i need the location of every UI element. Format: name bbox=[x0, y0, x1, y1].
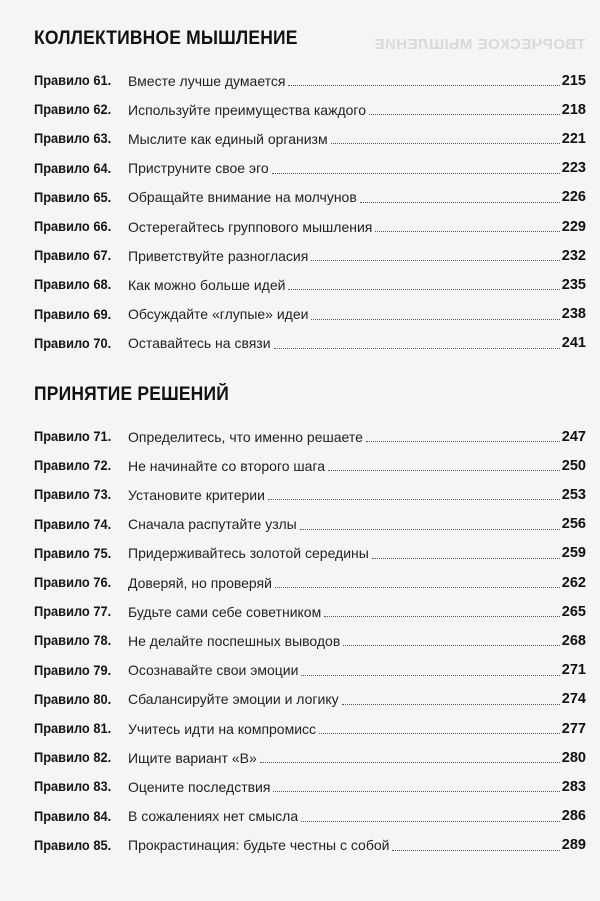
toc-entry bbox=[34, 95, 586, 124]
dot-leader bbox=[328, 470, 560, 471]
dot-leader bbox=[301, 675, 559, 676]
toc-entry bbox=[34, 597, 586, 626]
page-number: 289 bbox=[561, 837, 586, 854]
rule-title: Ищите вариант «В» bbox=[128, 749, 257, 766]
rule-title: Вместе лучше думается bbox=[128, 72, 286, 89]
rule-title: В сожалениях нет смысла bbox=[128, 808, 299, 825]
section-title: ПРИНЯТИЕ РЕШЕНИЙ bbox=[34, 384, 229, 405]
rule-number: Правило 78. bbox=[34, 633, 112, 649]
page-number: 215 bbox=[561, 72, 586, 89]
rule-title: Не делайте поспешных выводов bbox=[128, 632, 341, 649]
dot-leader bbox=[260, 762, 560, 763]
rule-title: Мыслите как единый организм bbox=[128, 130, 328, 147]
toc-list bbox=[34, 52, 586, 358]
rule-title: Придерживайтесь золотой середины bbox=[128, 545, 369, 562]
rule-number: Правило 71. bbox=[34, 429, 112, 444]
dot-leader bbox=[300, 529, 560, 530]
toc-entry bbox=[34, 66, 586, 95]
page-number: 280 bbox=[561, 749, 586, 766]
toc-entry bbox=[34, 154, 586, 183]
rule-title: Остерегайтесь группового мышления bbox=[128, 218, 373, 235]
rule-number: Правило 85. bbox=[34, 837, 112, 853]
rule-title: Доверяй, но проверяй bbox=[128, 574, 272, 591]
rule-number: Правило 83. bbox=[34, 779, 112, 795]
rule-number: Правило 61. bbox=[34, 73, 112, 88]
rule-title: Как можно больше идей bbox=[128, 276, 286, 293]
dot-leader bbox=[311, 319, 559, 320]
toc-entry bbox=[34, 212, 586, 241]
rule-number: Правило 82. bbox=[34, 750, 112, 766]
page-number: 232 bbox=[561, 247, 586, 264]
page-number: 262 bbox=[561, 574, 586, 591]
toc-entry bbox=[34, 539, 586, 568]
page-number: 247 bbox=[561, 428, 586, 445]
rule-number: Правило 73. bbox=[34, 487, 112, 503]
rule-number: Правило 72. bbox=[34, 458, 112, 474]
toc-entry bbox=[34, 270, 586, 299]
page-number: 277 bbox=[561, 720, 586, 737]
rule-number: Правило 65. bbox=[34, 189, 112, 205]
page-number: 259 bbox=[561, 545, 586, 562]
rule-number: Правило 66. bbox=[34, 219, 112, 234]
rule-title: Осознавайте свои эмоции bbox=[128, 662, 299, 679]
toc-entry bbox=[34, 714, 586, 743]
rule-number: Правило 80. bbox=[34, 691, 112, 707]
page-number: 229 bbox=[561, 218, 586, 235]
page-number: 241 bbox=[561, 335, 586, 352]
dot-leader bbox=[324, 616, 560, 617]
dot-leader bbox=[375, 231, 559, 232]
rule-title: Прокрастинация: будьте честны с собой bbox=[128, 837, 390, 854]
rule-title: Установите критерии bbox=[128, 486, 265, 503]
dot-leader bbox=[268, 499, 560, 500]
rule-number: Правило 76. bbox=[34, 575, 112, 590]
rule-number: Правило 75. bbox=[34, 545, 112, 561]
toc-entry bbox=[34, 685, 586, 714]
page-number: 271 bbox=[561, 662, 586, 679]
rule-number: Правило 64. bbox=[34, 160, 112, 176]
rule-number: Правило 79. bbox=[34, 662, 112, 678]
rule-title: Сбалансируйте эмоции и логику bbox=[128, 691, 339, 708]
toc-entry bbox=[34, 831, 586, 860]
dot-leader bbox=[360, 202, 560, 203]
dot-leader bbox=[275, 587, 560, 588]
rule-title: Оцените последствия bbox=[128, 778, 271, 795]
dot-leader bbox=[311, 260, 559, 261]
page-number: 250 bbox=[561, 457, 586, 474]
bleed-through-heading: ТВОРЧЕСКОЕ МЫШЛЕНИЕ bbox=[374, 36, 586, 53]
rule-number: Правило 81. bbox=[34, 721, 112, 736]
page-number: 265 bbox=[561, 603, 586, 620]
rule-title: Приструните свое эго bbox=[128, 160, 269, 177]
dot-leader bbox=[342, 704, 560, 705]
toc-entry bbox=[34, 656, 586, 685]
page-number: 256 bbox=[561, 516, 586, 533]
dot-leader bbox=[272, 173, 560, 174]
rule-number: Правило 62. bbox=[34, 102, 112, 118]
toc-entry bbox=[34, 422, 586, 451]
dot-leader bbox=[273, 791, 559, 792]
rule-title: Определитесь, что именно решаете bbox=[128, 428, 363, 445]
rule-title: Обращайте внимание на молчунов bbox=[128, 189, 357, 206]
rule-title: Оставайтесь на связи bbox=[128, 335, 271, 352]
rule-number: Правило 68. bbox=[34, 277, 112, 293]
page-number: 286 bbox=[561, 808, 586, 825]
toc-list bbox=[34, 408, 586, 860]
dot-leader bbox=[319, 733, 560, 734]
toc-entry bbox=[34, 183, 586, 212]
rule-number: Правило 84. bbox=[34, 808, 112, 824]
dot-leader bbox=[301, 821, 560, 822]
rule-title: Учитесь идти на компромисс bbox=[128, 720, 317, 737]
section-decision-making bbox=[34, 382, 586, 860]
dot-leader bbox=[331, 143, 560, 144]
page-number: 218 bbox=[561, 101, 586, 118]
toc-entry bbox=[34, 124, 586, 153]
rule-title: Приветствуйте разногласия bbox=[128, 247, 309, 264]
rule-title: Сначала распутайте узлы bbox=[128, 516, 297, 533]
section-title: КОЛЛЕКТИВНОЕ МЫШЛЕНИЕ bbox=[34, 28, 298, 49]
page-number: 235 bbox=[561, 276, 586, 293]
page-number: 223 bbox=[561, 160, 586, 177]
page-number: 221 bbox=[561, 130, 586, 147]
toc-entry bbox=[34, 568, 586, 597]
rule-number: Правило 74. bbox=[34, 516, 112, 532]
rule-title: Будьте сами себе советником bbox=[128, 603, 322, 620]
rule-title: Используйте преимущества каждого bbox=[128, 101, 366, 118]
section-collective-thinking bbox=[34, 26, 586, 358]
toc-entry bbox=[34, 743, 586, 772]
toc-entry bbox=[34, 480, 586, 509]
toc-entry bbox=[34, 510, 586, 539]
rule-number: Правило 69. bbox=[34, 306, 112, 322]
dot-leader bbox=[366, 441, 560, 442]
page-number: 226 bbox=[561, 189, 586, 206]
rule-number: Правило 67. bbox=[34, 248, 112, 264]
dot-leader bbox=[372, 558, 560, 559]
rule-number: Правило 77. bbox=[34, 604, 112, 620]
page-number: 268 bbox=[561, 632, 586, 649]
rule-number: Правило 63. bbox=[34, 131, 112, 147]
dot-leader bbox=[274, 348, 560, 349]
rule-number: Правило 70. bbox=[34, 335, 112, 351]
dot-leader bbox=[343, 645, 560, 646]
dot-leader bbox=[369, 114, 560, 115]
toc-entry bbox=[34, 626, 586, 655]
page-number: 283 bbox=[561, 778, 586, 795]
toc-entry bbox=[34, 451, 586, 480]
dot-leader bbox=[288, 85, 559, 86]
page-number: 274 bbox=[561, 691, 586, 708]
toc-entry bbox=[34, 241, 586, 270]
toc-entry bbox=[34, 802, 586, 831]
page-number: 238 bbox=[561, 306, 586, 323]
rule-title: Обсуждайте «глупые» идеи bbox=[128, 306, 309, 323]
rule-title: Не начинайте со второго шага bbox=[128, 457, 326, 474]
page-number: 253 bbox=[561, 486, 586, 503]
dot-leader bbox=[288, 289, 559, 290]
toc-entry bbox=[34, 772, 586, 801]
dot-leader bbox=[392, 850, 559, 851]
toc-entry bbox=[34, 300, 586, 329]
toc-entry bbox=[34, 329, 586, 358]
